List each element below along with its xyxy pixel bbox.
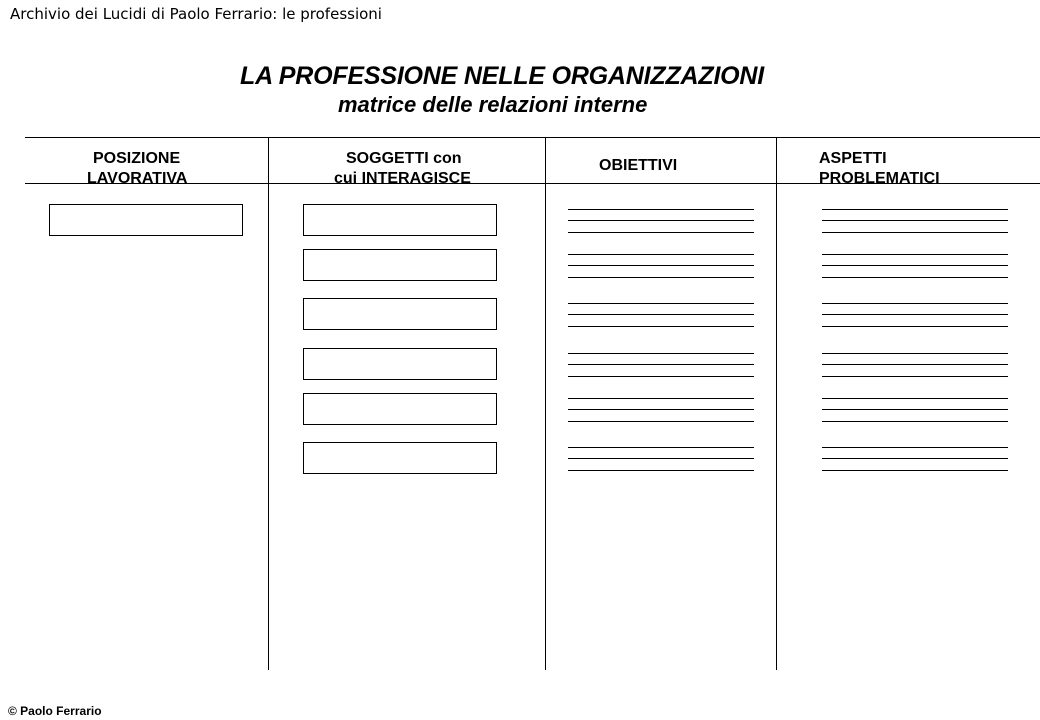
column-header-line: PROBLEMATICI [819,170,940,187]
soggetto-box [303,249,497,281]
column-header-line: LAVORATIVA [87,170,188,187]
column-divider-2 [545,137,546,670]
soggetto-box [303,204,497,236]
aspetti-line [822,314,1008,315]
obiettivi-line [568,458,754,459]
soggetto-box [303,393,497,425]
table-top-border [25,137,1040,138]
obiettivi-line [568,277,754,278]
soggetto-box [303,442,497,474]
aspetti-line [822,277,1008,278]
column-divider-3 [776,137,777,670]
obiettivi-line [568,303,754,304]
column-header-line: POSIZIONE [93,150,181,167]
aspetti-line [822,265,1008,266]
obiettivi-line [568,470,754,471]
obiettivi-line [568,209,754,210]
page-title: LA PROFESSIONE NELLE ORGANIZZAZIONI [240,62,765,90]
page-subtitle: matrice delle relazioni interne [338,92,648,117]
aspetti-line [822,421,1008,422]
column-header-aspetti [819,149,940,189]
aspetti-line [822,398,1008,399]
aspetti-line [822,254,1008,255]
obiettivi-line [568,421,754,422]
copyright-footer: © Paolo Ferrario [8,704,102,718]
obiettivi-line [568,254,754,255]
aspetti-line [822,364,1008,365]
aspetti-line [822,353,1008,354]
column-header-line: cui INTERAGISCE [334,170,471,187]
aspetti-line [822,326,1008,327]
obiettivi-line [568,353,754,354]
aspetti-line [822,470,1008,471]
aspetti-line [822,303,1008,304]
aspetti-line [822,376,1008,377]
soggetto-box [303,348,497,380]
column-header-line: ASPETTI [819,150,887,167]
obiettivi-line [568,376,754,377]
column-header-posizione [87,149,188,189]
posizione-box [49,204,243,236]
column-header-soggetti [334,149,471,189]
aspetti-line [822,232,1008,233]
column-header-obiettivi [599,156,677,176]
aspetti-line [822,447,1008,448]
obiettivi-line [568,265,754,266]
obiettivi-line [568,364,754,365]
aspetti-line [822,220,1008,221]
soggetto-box [303,298,497,330]
aspetti-line [822,409,1008,410]
obiettivi-line [568,409,754,410]
obiettivi-line [568,220,754,221]
column-header-line: SOGGETTI con [346,150,462,167]
obiettivi-line [568,314,754,315]
obiettivi-line [568,326,754,327]
obiettivi-line [568,232,754,233]
obiettivi-line [568,398,754,399]
aspetti-line [822,209,1008,210]
aspetti-line [822,458,1008,459]
archive-header: Archivio dei Lucidi di Paolo Ferrario: le professioni [10,5,382,23]
column-divider-1 [268,137,269,670]
obiettivi-line [568,447,754,448]
column-header-line: OBIETTIVI [599,157,678,174]
